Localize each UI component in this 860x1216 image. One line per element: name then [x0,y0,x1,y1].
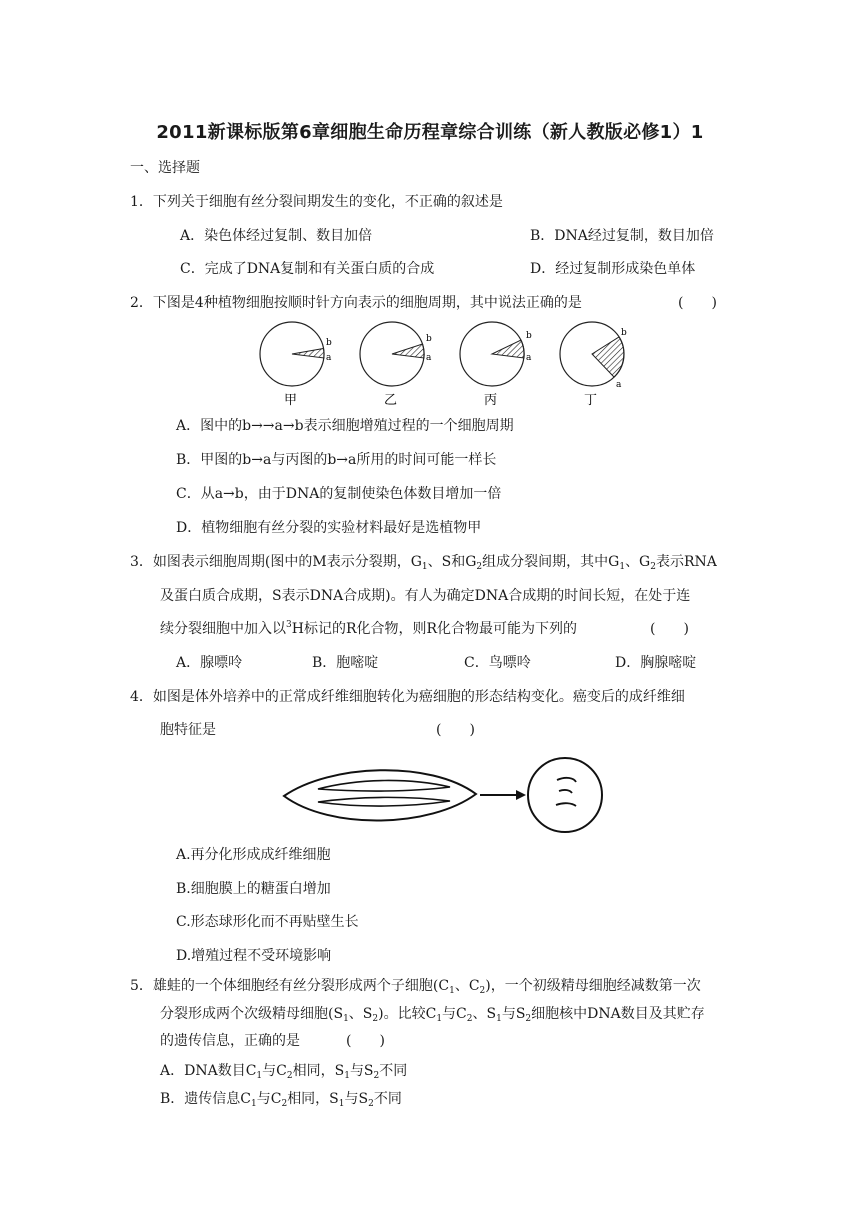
figure-label-ding: 丁 [584,393,598,408]
section-heading: 一、选择题 [130,160,200,176]
point-b-label: b [426,334,432,344]
q3-option-c: C．鸟嘌呤 [464,655,531,671]
q4-answer-paren: ( ) [436,722,475,738]
q2-option-c: C．从a→b，由于DNA的复制使染色体数目增加一倍 [176,486,502,502]
q1-stem: 1．下列关于细胞有丝分裂间期发生的变化，不正确的叙述是 [130,194,503,210]
q4-option-a: A.再分化形成成纤维细胞 [176,847,331,863]
q5-stem-line2: 分裂形成两个次级精母细胞($S_1$、$S_2$)。比较$C_1$与$C_2$、$S_1$与$S_2$细胞核中DNA数目及其贮存 [160,1006,705,1024]
fibroblast-cell [284,770,476,820]
q4-option-b: B.细胞膜上的糖蛋白增加 [176,881,331,897]
cell-cycle-figure [250,318,640,410]
q5-option-b: B．遗传信息$C_1$与$C_2$相同，$S_1$与$S_2$不同 [160,1091,402,1109]
figure-label-bing: 丙 [484,393,498,408]
q2-option-b: B．甲图的b→a与丙图的b→a所用的时间可能一样长 [176,452,497,468]
cycle-diagram-jia [260,322,332,408]
cell-transformation-figure [280,756,610,836]
point-b-label: b [526,331,532,341]
q3-answer-paren: ( ) [650,621,689,637]
q3-option-a: A．腺嘌呤 [176,655,243,671]
q3-option-d: D．胸腺嘧啶 [615,655,697,671]
point-b-label: b [326,338,332,348]
cycle-diagram-bing [460,322,532,408]
figure-label-yi: 乙 [384,393,398,408]
arrow-icon [480,790,526,800]
q3-stem-line1: 3．如图表示细胞周期(图中的M表示分裂期，$G_1$、S和$G_2$组成分裂间期，其中$G_1$、$G_2$表示RNA [130,554,717,572]
point-a-label: a [326,353,332,363]
q4-option-c: C.形态球形化而不再贴壁生长 [176,914,359,930]
q4-stem-line1: 4．如图是体外培养中的正常成纤维细胞转化为癌细胞的形态结构变化。癌变后的成纤维细 [130,689,685,705]
q5-stem-line1: 5．雄蛙的一个体细胞经有丝分裂形成两个子细胞($C_1$、$C_2$)，一个初级精母细胞经减数第一次 [130,978,701,996]
q2-option-a: A．图中的b→→a→b表示细胞增殖过程的一个细胞周期 [176,418,514,434]
document-title: 2011新课标版第6章细胞生命历程章综合训练（新人教版必修1）1 [156,122,704,143]
figure-label-jia: 甲 [284,393,298,408]
q3-option-b: B．胞嘧啶 [312,655,379,671]
cancer-cell [528,758,602,832]
q1-option-c: C．完成了DNA复制和有关蛋白质的合成 [180,261,435,277]
q2-answer-paren: ( ) [678,295,717,311]
q4-stem-line2: 胞特征是 [160,722,216,738]
q1-option-b: B．DNA经过复制，数目加倍 [530,228,714,244]
point-b-label: b [621,328,627,338]
point-a-label: a [426,353,432,363]
q3-stem-line2: 及蛋白质合成期，S表示DNA合成期)。有人为确定DNA合成期的时间长短，在处于连 [160,588,691,604]
q4-option-d: D.增殖过程不受环境影响 [176,948,332,964]
point-a-label: a [616,380,622,390]
q2-stem: 2．下图是4种植物细胞按顺时针方向表示的细胞周期，其中说法正确的是 [130,295,582,311]
q1-option-d: D．经过复制形成染色单体 [530,261,696,277]
q5-option-a: A．DNA数目$C_1$与$C_2$相同，$S_1$与$S_2$不同 [160,1063,408,1081]
q2-option-d: D．植物细胞有丝分裂的实验材料最好是选植物甲 [176,520,482,536]
cycle-diagram-ding [560,322,627,408]
q5-answer-paren: ( ) [346,1033,385,1049]
point-a-label: a [526,353,532,363]
cycle-diagram-yi [360,322,432,408]
q5-stem-line3: 的遗传信息，正确的是 [160,1033,300,1049]
q3-stem-line3: 续分裂细胞中加入以$^3$H标记的R化合物，则R化合物最可能为下列的 [160,620,578,637]
q1-option-a: A．染色体经过复制、数目加倍 [180,228,373,244]
